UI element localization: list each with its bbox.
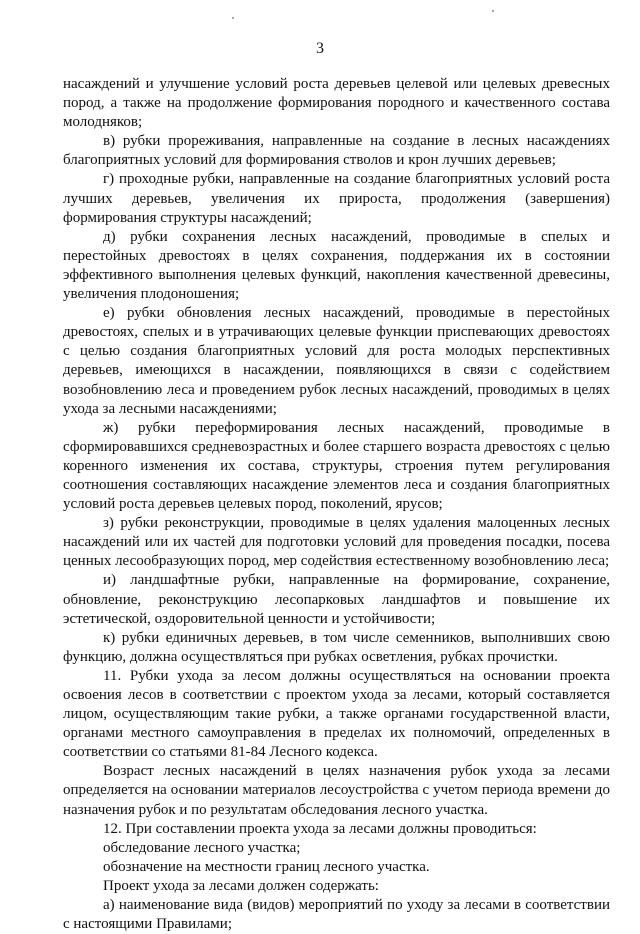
paragraph: обозначение на местности границ лесного участка. — [103, 858, 430, 875]
paragraph: з) рубки реконструкции, проводимые в целях удаления малоценных лесных насаждений или их частей для подготовки условий для проведения посадки, посева ценных лесообразующих пород, мер содействия естественному возобновлению леса; — [63, 515, 610, 570]
paragraph: Проект ухода за лесами должен содержать: — [103, 877, 379, 894]
page-number: 3 — [316, 40, 324, 57]
paragraph: д) рубки сохранения лесных насаждений, проводимые в спелых и перестойных древостоях в целях сохранения, поддержания их в состоянии эффективного выполнения целевых функций, накопления качественной древесины, увеличения плодоношения; — [63, 228, 610, 303]
paragraph: Возраст лесных насаждений в целях назначения рубок ухода за лесами определяется на основании материалов лесоустройства с учетом периода времени до назначения рубок и по результатам обследования лесного участка. — [63, 763, 610, 818]
scan-speck — [232, 17, 234, 19]
paragraph: а) наименование вида (видов) мероприятий по уходу за лесами в соответствии с настоящими Правилами; — [63, 897, 610, 933]
paragraph: ж) рубки переформирования лесных насаждений, проводимые в сформировавшихся средневозрастных и более старшего возраста древостоях с целью коренного изменения их состава, структуры, строения путем регулирования соотношения составляющих насаждение элементов леса и создания благоприятных условий роста деревьев целевых пород, поколений, ярусов; — [63, 419, 610, 513]
paragraph: г) проходные рубки, направленные на создание благоприятных условий роста лучших деревьев, увеличения их прироста, продолжения (завершения) формирования структуры насаждений; — [63, 171, 610, 226]
paragraph: и) ландшафтные рубки, направленные на формирование, сохранение, обновление, реконструкцию лесопарковых ландшафтов и повышение их эстетической, оздоровительной ценности и устойчивости; — [63, 572, 610, 627]
paragraph: обследование лесного участка; — [103, 839, 301, 856]
paragraph: насаждений и улучшение условий роста деревьев целевой или целевых древесных пород, а также на продолжение формирования породного и качественного состава молодняков; — [63, 76, 610, 131]
paragraph: е) рубки обновления лесных насаждений, проводимые в перестойных древостоях, спелых и в утрачивающих целевые функции приспевающих древостоях с целью создания благоприятных условий для роста молодых перспективных деревьев, имеющихся в насаждении, появляющихся в связи с содействием возобновлению леса и проведением рубок лесных насаждений, проводимых в целях ухода за лесными насаждениями; — [63, 305, 610, 417]
paragraph: в) рубки прореживания, направленные на создание в лесных насаждениях благоприятных условий для формирования стволов и крон лучших деревьев; — [63, 133, 610, 169]
scan-speck — [492, 10, 494, 12]
document-body — [63, 75, 610, 934]
paragraph: 11. Рубки ухода за лесом должны осуществляться на основании проекта освоения лесов в соответствии с проектом ухода за лесами, который составляется лицом, осуществляющим такие рубки, а также органами государственной власти, органами местного самоуправления в пределах их полномочий, определенных в соответствии со статьями 81-84 Лесного кодекса. — [63, 667, 610, 761]
paragraph: 12. При составлении проекта ухода за лесами должны проводиться: — [103, 820, 537, 837]
paragraph: к) рубки единичных деревьев, в том числе семенников, выполнивших свою функцию, должна осуществляться при рубках осветления, рубках прочистки. — [63, 629, 610, 665]
